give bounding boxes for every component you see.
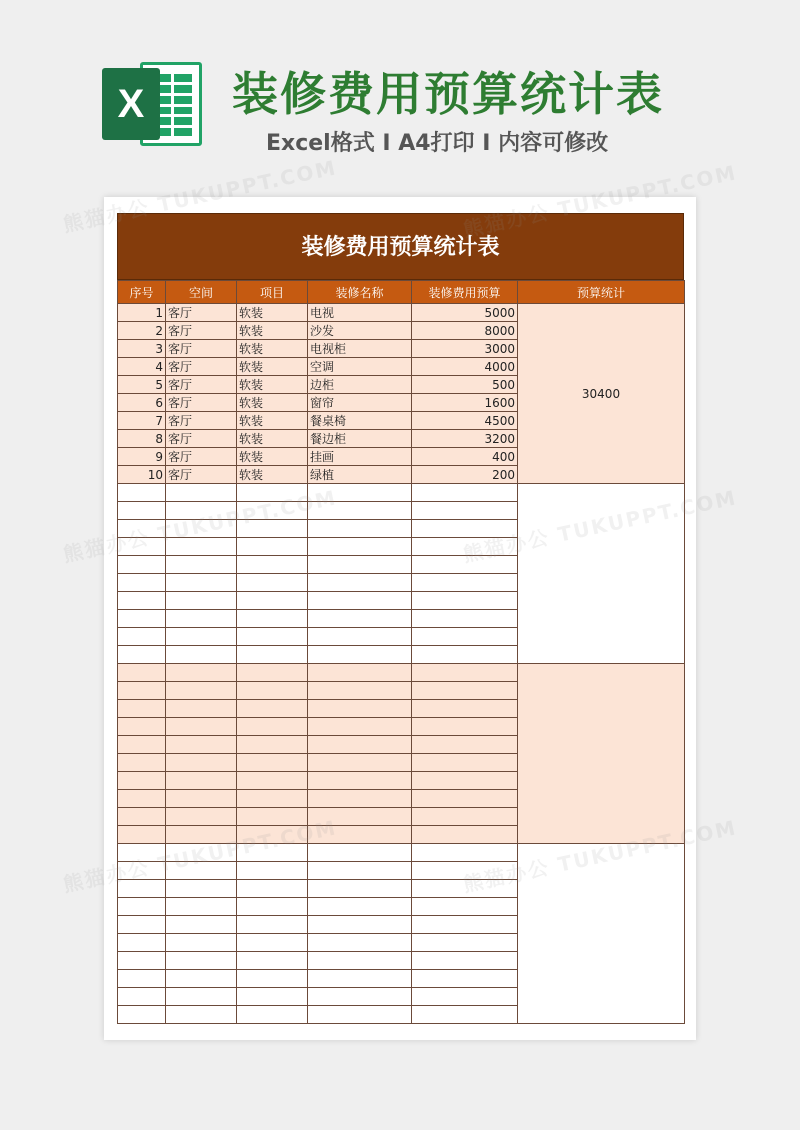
- cell-item[interactable]: [237, 754, 308, 772]
- cell-item[interactable]: [237, 1006, 308, 1024]
- cell-budget[interactable]: [412, 682, 518, 700]
- cell-item[interactable]: [237, 484, 308, 502]
- spreadsheet: [117, 213, 684, 1024]
- cell-budget[interactable]: 3200: [412, 430, 518, 448]
- budget-total-cell[interactable]: [518, 844, 685, 1024]
- cell-item[interactable]: [237, 700, 308, 718]
- page-title: 装修费用预算统计表: [232, 67, 664, 121]
- excel-icon: [102, 58, 202, 150]
- cell-budget[interactable]: [412, 610, 518, 628]
- cell-name[interactable]: 空调: [308, 358, 412, 376]
- cell-space[interactable]: 客厅: [166, 322, 237, 340]
- cell-item[interactable]: 软装: [237, 322, 308, 340]
- cell-name[interactable]: 挂画: [308, 448, 412, 466]
- cell-budget[interactable]: 8000: [412, 322, 518, 340]
- cell-budget[interactable]: [412, 790, 518, 808]
- cell-space[interactable]: [166, 934, 237, 952]
- cell-item[interactable]: [237, 880, 308, 898]
- cell-budget[interactable]: 1600: [412, 394, 518, 412]
- cell-budget[interactable]: [412, 826, 518, 844]
- cell-no[interactable]: [118, 826, 166, 844]
- cell-item[interactable]: [237, 844, 308, 862]
- cell-item[interactable]: [237, 592, 308, 610]
- cell-space[interactable]: [166, 952, 237, 970]
- cell-space[interactable]: 客厅: [166, 412, 237, 430]
- cell-item[interactable]: [237, 988, 308, 1006]
- cell-budget[interactable]: [412, 484, 518, 502]
- cell-item[interactable]: 软装: [237, 412, 308, 430]
- cell-budget[interactable]: [412, 538, 518, 556]
- cell-name[interactable]: [308, 646, 412, 664]
- cell-name[interactable]: 沙发: [308, 322, 412, 340]
- table-row: [118, 304, 685, 322]
- cell-item[interactable]: [237, 916, 308, 934]
- cell-space[interactable]: [166, 808, 237, 826]
- cell-space[interactable]: [166, 898, 237, 916]
- cell-budget[interactable]: [412, 916, 518, 934]
- cell-budget[interactable]: [412, 700, 518, 718]
- cell-budget[interactable]: [412, 934, 518, 952]
- cell-no[interactable]: [118, 952, 166, 970]
- cell-no[interactable]: [118, 934, 166, 952]
- cell-name[interactable]: [308, 862, 412, 880]
- cell-space[interactable]: 客厅: [166, 304, 237, 322]
- cell-space[interactable]: [166, 844, 237, 862]
- cell-space[interactable]: [166, 916, 237, 934]
- cell-space[interactable]: 客厅: [166, 340, 237, 358]
- cell-item[interactable]: 软装: [237, 394, 308, 412]
- banner: [0, 0, 800, 190]
- cell-budget[interactable]: [412, 862, 518, 880]
- cell-no[interactable]: [118, 1006, 166, 1024]
- cell-no[interactable]: 10: [118, 466, 166, 484]
- cell-name[interactable]: [308, 700, 412, 718]
- cell-budget[interactable]: 200: [412, 466, 518, 484]
- cell-no[interactable]: [118, 808, 166, 826]
- cell-no[interactable]: [118, 754, 166, 772]
- table-row: [118, 484, 685, 502]
- cell-no[interactable]: 1: [118, 304, 166, 322]
- cell-budget[interactable]: [412, 628, 518, 646]
- table-body: [118, 304, 685, 1024]
- cell-name[interactable]: [308, 736, 412, 754]
- cell-name[interactable]: [308, 718, 412, 736]
- cell-space[interactable]: [166, 700, 237, 718]
- cell-name[interactable]: [308, 538, 412, 556]
- cell-item[interactable]: [237, 646, 308, 664]
- cell-space[interactable]: [166, 754, 237, 772]
- cell-no[interactable]: 2: [118, 322, 166, 340]
- cell-budget[interactable]: [412, 754, 518, 772]
- cell-space[interactable]: 客厅: [166, 394, 237, 412]
- cell-item[interactable]: [237, 808, 308, 826]
- excel-logo-letter: X: [102, 68, 160, 140]
- cell-item[interactable]: [237, 736, 308, 754]
- cell-name[interactable]: 绿植: [308, 466, 412, 484]
- cell-space[interactable]: 客厅: [166, 466, 237, 484]
- table-header-row: [118, 281, 685, 304]
- cell-space[interactable]: 客厅: [166, 448, 237, 466]
- cell-name[interactable]: [308, 970, 412, 988]
- cell-space[interactable]: [166, 790, 237, 808]
- header-cell-item: 项目: [237, 281, 308, 304]
- page-subtitle: Excel格式 I A4打印 I 内容可修改: [266, 131, 609, 156]
- cell-name[interactable]: [308, 934, 412, 952]
- cell-no[interactable]: [118, 898, 166, 916]
- cell-name[interactable]: [308, 610, 412, 628]
- cell-name[interactable]: [308, 988, 412, 1006]
- cell-name[interactable]: [308, 484, 412, 502]
- cell-item[interactable]: [237, 952, 308, 970]
- cell-space[interactable]: [166, 628, 237, 646]
- cell-item[interactable]: 软装: [237, 466, 308, 484]
- cell-budget[interactable]: [412, 502, 518, 520]
- cell-name[interactable]: [308, 952, 412, 970]
- cell-space[interactable]: [166, 718, 237, 736]
- cell-space[interactable]: [166, 646, 237, 664]
- header-cell-budget: 装修费用预算: [412, 281, 518, 304]
- cell-no[interactable]: [118, 844, 166, 862]
- cell-item[interactable]: [237, 664, 308, 682]
- cell-item[interactable]: [237, 682, 308, 700]
- cell-name[interactable]: [308, 898, 412, 916]
- cell-space[interactable]: [166, 988, 237, 1006]
- cell-name[interactable]: [308, 826, 412, 844]
- cell-space[interactable]: [166, 826, 237, 844]
- cell-name[interactable]: [308, 772, 412, 790]
- cell-name[interactable]: 边柜: [308, 376, 412, 394]
- cell-space[interactable]: [166, 502, 237, 520]
- cell-name[interactable]: [308, 592, 412, 610]
- cell-space[interactable]: [166, 970, 237, 988]
- cell-item[interactable]: 软装: [237, 430, 308, 448]
- cell-budget[interactable]: [412, 718, 518, 736]
- cell-no[interactable]: [118, 538, 166, 556]
- header-cell-stat: 预算统计: [518, 281, 685, 304]
- cell-name[interactable]: [308, 502, 412, 520]
- cell-no[interactable]: [118, 664, 166, 682]
- cell-no[interactable]: 9: [118, 448, 166, 466]
- cell-no[interactable]: [118, 628, 166, 646]
- cell-item[interactable]: [237, 556, 308, 574]
- cell-no[interactable]: [118, 880, 166, 898]
- cell-budget[interactable]: 400: [412, 448, 518, 466]
- cell-name[interactable]: 餐边柜: [308, 430, 412, 448]
- cell-budget[interactable]: [412, 574, 518, 592]
- cell-item[interactable]: [237, 862, 308, 880]
- cell-budget[interactable]: 4000: [412, 358, 518, 376]
- cell-space[interactable]: [166, 538, 237, 556]
- cell-no[interactable]: 7: [118, 412, 166, 430]
- cell-item[interactable]: [237, 772, 308, 790]
- cell-item[interactable]: 软装: [237, 358, 308, 376]
- cell-item[interactable]: [237, 502, 308, 520]
- cell-budget[interactable]: [412, 664, 518, 682]
- watermark-text: 熊猫办公 TUKUPPT.COM: [60, 155, 340, 237]
- cell-space[interactable]: [166, 610, 237, 628]
- cell-budget[interactable]: [412, 952, 518, 970]
- cell-item[interactable]: [237, 826, 308, 844]
- cell-no[interactable]: [118, 646, 166, 664]
- cell-name[interactable]: [308, 790, 412, 808]
- cell-no[interactable]: [118, 862, 166, 880]
- cell-budget[interactable]: 4500: [412, 412, 518, 430]
- table-row: [118, 664, 685, 682]
- cell-no[interactable]: [118, 736, 166, 754]
- header-cell-no: 序号: [118, 281, 166, 304]
- cell-name[interactable]: [308, 880, 412, 898]
- cell-name[interactable]: [308, 844, 412, 862]
- cell-no[interactable]: [118, 700, 166, 718]
- cell-item[interactable]: [237, 538, 308, 556]
- header-cell-space: 空间: [166, 281, 237, 304]
- cell-budget[interactable]: 5000: [412, 304, 518, 322]
- cell-item[interactable]: [237, 718, 308, 736]
- cell-item[interactable]: [237, 610, 308, 628]
- budget-total-cell[interactable]: [518, 664, 685, 844]
- cell-space[interactable]: [166, 520, 237, 538]
- cell-name[interactable]: [308, 628, 412, 646]
- cell-name[interactable]: [308, 1006, 412, 1024]
- cell-space[interactable]: [166, 484, 237, 502]
- cell-no[interactable]: 6: [118, 394, 166, 412]
- cell-no[interactable]: [118, 718, 166, 736]
- cell-budget[interactable]: [412, 556, 518, 574]
- cell-budget[interactable]: [412, 844, 518, 862]
- cell-space[interactable]: [166, 682, 237, 700]
- cell-name[interactable]: [308, 916, 412, 934]
- cell-name[interactable]: [308, 574, 412, 592]
- cell-no[interactable]: [118, 682, 166, 700]
- cell-item[interactable]: 软装: [237, 304, 308, 322]
- cell-budget[interactable]: [412, 970, 518, 988]
- cell-name[interactable]: [308, 556, 412, 574]
- cell-item[interactable]: [237, 970, 308, 988]
- cell-budget[interactable]: [412, 646, 518, 664]
- cell-no[interactable]: [118, 772, 166, 790]
- cell-budget[interactable]: 3000: [412, 340, 518, 358]
- cell-item[interactable]: [237, 574, 308, 592]
- cell-budget[interactable]: [412, 988, 518, 1006]
- cell-budget[interactable]: 500: [412, 376, 518, 394]
- cell-no[interactable]: [118, 970, 166, 988]
- cell-no[interactable]: [118, 502, 166, 520]
- cell-budget[interactable]: [412, 898, 518, 916]
- cell-name[interactable]: [308, 520, 412, 538]
- cell-budget[interactable]: [412, 592, 518, 610]
- cell-no[interactable]: [118, 592, 166, 610]
- cell-no[interactable]: [118, 916, 166, 934]
- cell-budget[interactable]: [412, 772, 518, 790]
- cell-item[interactable]: [237, 520, 308, 538]
- budget-table: [117, 280, 685, 1024]
- budget-total-cell[interactable]: [518, 484, 685, 664]
- cell-name[interactable]: [308, 808, 412, 826]
- cell-name[interactable]: 电视柜: [308, 340, 412, 358]
- cell-space[interactable]: [166, 664, 237, 682]
- cell-no[interactable]: 3: [118, 340, 166, 358]
- cell-item[interactable]: 软装: [237, 376, 308, 394]
- cell-space[interactable]: [166, 862, 237, 880]
- cell-space[interactable]: [166, 736, 237, 754]
- cell-no[interactable]: [118, 520, 166, 538]
- cell-item[interactable]: 软装: [237, 340, 308, 358]
- cell-name[interactable]: 窗帘: [308, 394, 412, 412]
- header-cell-name: 装修名称: [308, 281, 412, 304]
- watermark-text: TUKUPPT.COM: [555, 160, 740, 222]
- cell-name[interactable]: [308, 754, 412, 772]
- cell-budget[interactable]: [412, 808, 518, 826]
- cell-no[interactable]: [118, 988, 166, 1006]
- cell-space[interactable]: 客厅: [166, 430, 237, 448]
- cell-no[interactable]: [118, 484, 166, 502]
- cell-no[interactable]: 5: [118, 376, 166, 394]
- cell-space[interactable]: [166, 1006, 237, 1024]
- cell-item[interactable]: [237, 628, 308, 646]
- sheet-title: 装修费用预算统计表: [117, 213, 684, 280]
- cell-space[interactable]: [166, 880, 237, 898]
- cell-budget[interactable]: [412, 520, 518, 538]
- cell-space[interactable]: [166, 556, 237, 574]
- cell-space[interactable]: 客厅: [166, 358, 237, 376]
- cell-item[interactable]: [237, 790, 308, 808]
- cell-item[interactable]: [237, 934, 308, 952]
- cell-budget[interactable]: [412, 880, 518, 898]
- cell-name[interactable]: 电视: [308, 304, 412, 322]
- cell-budget[interactable]: [412, 1006, 518, 1024]
- cell-no[interactable]: [118, 556, 166, 574]
- cell-item[interactable]: [237, 898, 308, 916]
- cell-no[interactable]: [118, 790, 166, 808]
- cell-item[interactable]: 软装: [237, 448, 308, 466]
- cell-name[interactable]: [308, 664, 412, 682]
- cell-no[interactable]: 8: [118, 430, 166, 448]
- table-row: [118, 844, 685, 862]
- budget-total-cell[interactable]: 30400: [518, 304, 685, 484]
- cell-no[interactable]: 4: [118, 358, 166, 376]
- cell-space[interactable]: 客厅: [166, 376, 237, 394]
- cell-budget[interactable]: [412, 736, 518, 754]
- cell-name[interactable]: [308, 682, 412, 700]
- cell-name[interactable]: 餐桌椅: [308, 412, 412, 430]
- cell-no[interactable]: [118, 574, 166, 592]
- cell-space[interactable]: [166, 574, 237, 592]
- cell-space[interactable]: [166, 592, 237, 610]
- cell-no[interactable]: [118, 610, 166, 628]
- cell-space[interactable]: [166, 772, 237, 790]
